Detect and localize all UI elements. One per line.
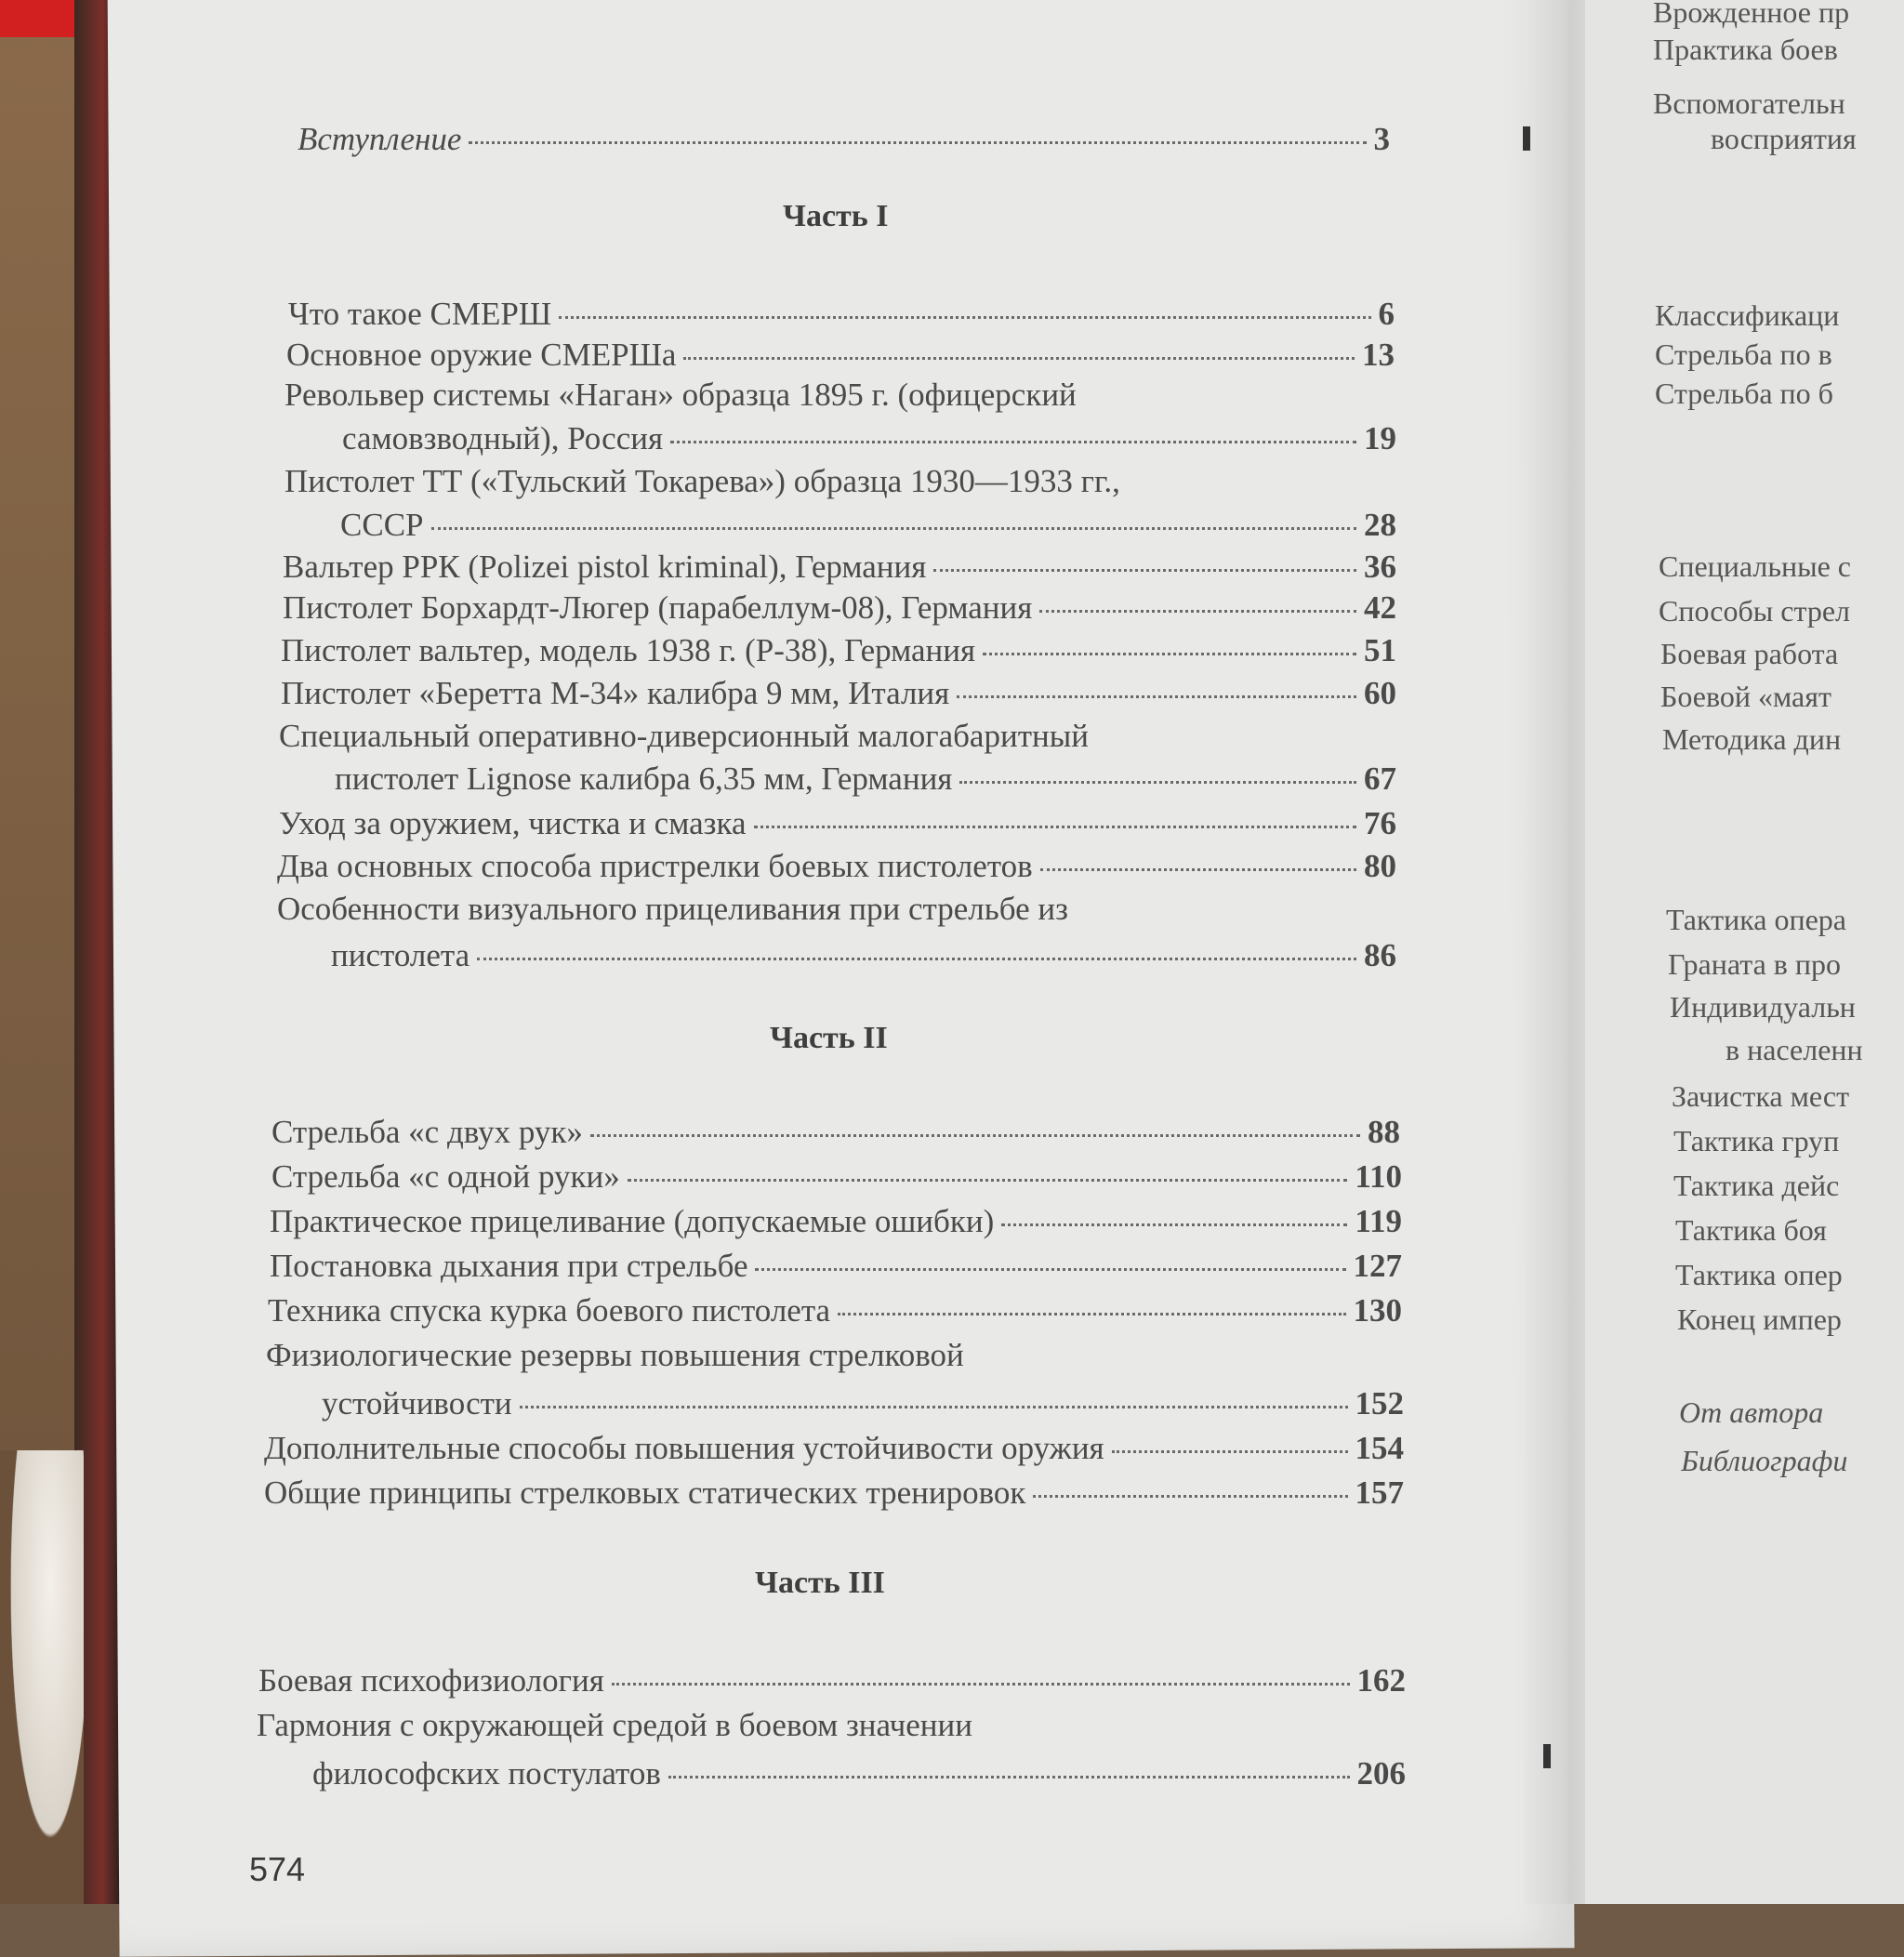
toc-entry-title-cont: пистолета	[331, 937, 470, 973]
leader-dots	[1112, 1450, 1348, 1453]
toc-entry-title: Вступление	[298, 121, 462, 157]
toc-entry-title-cont: СССР	[340, 507, 424, 543]
toc-page-number: 76	[1364, 805, 1396, 841]
toc-entry-title-cont: философских постулатов	[312, 1755, 661, 1792]
toc-entry	[281, 675, 1396, 712]
right-toc-fragment: Библиографи	[1681, 1444, 1848, 1477]
toc-page-number: 127	[1353, 1248, 1402, 1284]
toc-entry-title: Вальтер РРК (Polizei pistol kriminal), Германия	[283, 549, 927, 585]
toc-entry	[286, 337, 1395, 374]
toc-page-number: 13	[1362, 337, 1395, 373]
toc-entry-title-cont: самовзводный), Россия	[342, 420, 664, 456]
leader-dots	[1039, 610, 1356, 613]
leader-dots	[959, 781, 1356, 784]
toc-entry	[279, 805, 1396, 842]
toc-entry-title: Особенности визуального прицеливания при стрельбе из	[277, 891, 1068, 927]
right-toc-fragment: Боевая работа	[1660, 637, 1839, 670]
right-toc-fragment: Конец импер	[1677, 1302, 1842, 1336]
right-toc-fragment: Практика боев	[1653, 33, 1838, 66]
toc-entry	[331, 937, 1396, 974]
toc-entry-title: Постановка дыхания при стрельбе	[270, 1248, 748, 1284]
toc-page-number: 154	[1355, 1430, 1404, 1466]
right-toc-fragment: Индивидуальн	[1670, 990, 1856, 1024]
right-toc-fragment: От автора	[1679, 1395, 1824, 1429]
toc-entry-title: Основное оружие СМЕРШа	[286, 337, 677, 373]
toc-entry	[264, 1474, 1404, 1512]
right-toc-fragment: Стрельба по в	[1655, 337, 1832, 371]
toc-page-number: 3	[1373, 121, 1390, 157]
toc-entry	[288, 296, 1395, 333]
toc-page-number: 67	[1364, 760, 1396, 797]
right-toc-fragment: Врожденное пр	[1653, 0, 1850, 29]
toc-page-number: 80	[1364, 848, 1396, 884]
toc-entry	[264, 1430, 1404, 1467]
leader-dots	[838, 1313, 1345, 1316]
toc-page-number: 110	[1355, 1158, 1402, 1195]
leader-dots	[520, 1406, 1348, 1408]
toc-entry	[270, 1248, 1402, 1285]
right-toc-fragment: Тактика боя	[1675, 1213, 1827, 1247]
right-toc-fragment: Боевой «маят	[1660, 680, 1831, 713]
toc-entry	[342, 420, 1396, 457]
toc-page-number: 86	[1364, 937, 1396, 973]
toc-entry-title: Специальный оперативно-диверсионный малогабаритный	[279, 718, 1089, 754]
right-toc-fragment: восприятия	[1711, 122, 1857, 155]
leader-dots	[559, 316, 1370, 319]
leader-dots	[670, 441, 1356, 443]
right-toc-fragment: Граната в про	[1668, 947, 1841, 981]
toc-entry	[277, 848, 1396, 885]
toc-page-number: 19	[1364, 420, 1396, 456]
toc-page-number: 162	[1356, 1662, 1406, 1699]
leader-dots	[612, 1683, 1350, 1686]
leader-dots	[628, 1179, 1348, 1182]
right-toc-fragment: в населенн	[1726, 1033, 1863, 1066]
toc-entry-title: Общие принципы стрелковых статических тренировок	[264, 1474, 1026, 1511]
right-toc-fragment: Стрельба по б	[1655, 377, 1833, 410]
leader-dots	[683, 357, 1355, 360]
toc-entry	[268, 1292, 1402, 1329]
leader-dots	[477, 958, 1356, 960]
toc-entry-title: Что такое СМЕРШ	[288, 296, 552, 332]
toc-entry-title: Стрельба «с двух рук»	[271, 1114, 583, 1150]
right-toc-fragment: Методика дин	[1662, 722, 1842, 756]
toc-entry-title: Пистолет «Беретта М-34» калибра 9 мм, Италия	[281, 675, 950, 711]
toc-entry-title: Гармония с окружающей средой в боевом значении	[257, 1707, 972, 1743]
leader-dots	[590, 1134, 1360, 1137]
toc-page-number: 60	[1364, 675, 1396, 711]
toc-entry-title-cont: пистолет Lignose калибра 6,35 мм, Германия	[335, 760, 953, 797]
leader-dots	[1033, 1495, 1347, 1498]
toc-page-number: 130	[1353, 1292, 1402, 1329]
page-number: 574	[249, 1850, 306, 1888]
toc-entry-title: Пистолет Борхардт-Люгер (парабеллум-08), Германия	[283, 589, 1033, 626]
toc-entry	[335, 760, 1396, 798]
toc-entry	[283, 549, 1396, 586]
toc-page-number: 51	[1364, 632, 1396, 668]
right-toc-fragment: Тактика груп	[1673, 1124, 1840, 1157]
part-heading: Часть I	[783, 199, 889, 233]
right-toc-fragment: Тактика дейс	[1673, 1169, 1840, 1202]
gutter-mark	[1523, 126, 1530, 151]
toc-entry	[281, 632, 1396, 669]
toc-entry-title: Практическое прицеливание (допускаемые ошибки)	[270, 1203, 995, 1239]
right-toc-fragment: Тактика опер	[1675, 1258, 1843, 1291]
toc-entry	[340, 507, 1396, 544]
toc-entry-title: Физиологические резервы повышения стрелковой	[266, 1337, 964, 1373]
part-heading: Часть II	[770, 1021, 888, 1055]
toc-entry-title: Техника спуска курка боевого пистолета	[268, 1292, 831, 1329]
toc-page-number: 152	[1355, 1385, 1404, 1421]
toc-entry	[271, 1114, 1400, 1151]
toc-page-number: 119	[1355, 1203, 1402, 1239]
toc-page-number: 42	[1364, 589, 1396, 626]
toc-page-number: 206	[1356, 1755, 1406, 1792]
toc-entry	[283, 589, 1396, 627]
leader-dots	[754, 826, 1357, 828]
leader-dots	[933, 569, 1356, 572]
toc-entry	[322, 1385, 1404, 1422]
toc-entry	[258, 1662, 1406, 1699]
toc-entry-title: Два основных способа пристрелки боевых пистолетов	[277, 848, 1033, 884]
toc-entry-title: Уход за оружием, чистка и смазка	[279, 805, 747, 841]
part-heading: Часть III	[755, 1566, 885, 1600]
toc-entry-title: Пистолет ТТ («Тульский Токарева») образца 1930—1933 гг.,	[284, 463, 1120, 499]
leader-dots	[1040, 868, 1356, 871]
toc-entry-title: Пистолет вальтер, модель 1938 г. (Р-38), Германия	[281, 632, 976, 668]
leader-dots	[469, 141, 1366, 144]
leader-dots	[431, 527, 1357, 530]
leader-dots	[1001, 1223, 1347, 1226]
toc-entry-intro	[298, 121, 1390, 158]
right-toc-fragment: Классификаци	[1655, 298, 1840, 332]
toc-entry-title: Револьвер системы «Наган» образца 1895 г. (офицерский	[284, 377, 1077, 413]
right-toc-fragment: Тактика опера	[1666, 903, 1846, 936]
toc-page-number: 36	[1364, 549, 1396, 585]
toc-entry	[312, 1755, 1406, 1792]
toc-entry-title: Боевая психофизиология	[258, 1662, 604, 1699]
gutter-mark	[1543, 1744, 1551, 1768]
toc-entry	[271, 1158, 1402, 1196]
toc-entry	[270, 1203, 1402, 1240]
leader-dots	[755, 1268, 1345, 1271]
toc-page-number: 157	[1355, 1474, 1404, 1511]
right-toc-fragment: Специальные с	[1659, 549, 1851, 583]
right-toc-fragment: Зачистка мест	[1672, 1079, 1850, 1113]
right-toc-fragment: Способы стрел	[1659, 594, 1850, 628]
toc-page-number: 28	[1364, 507, 1396, 543]
right-toc-fragment: Вспомогательн	[1653, 86, 1845, 120]
toc-entry-title: Дополнительные способы повышения устойчивости оружия	[264, 1430, 1104, 1466]
toc-page-number: 6	[1378, 296, 1395, 332]
leader-dots	[668, 1776, 1350, 1778]
leader-dots	[957, 695, 1356, 698]
toc-entry-title-cont: устойчивости	[322, 1385, 512, 1421]
toc-page-number: 88	[1368, 1114, 1400, 1150]
leader-dots	[983, 653, 1356, 655]
toc-entry-title: Стрельба «с одной руки»	[271, 1158, 620, 1195]
